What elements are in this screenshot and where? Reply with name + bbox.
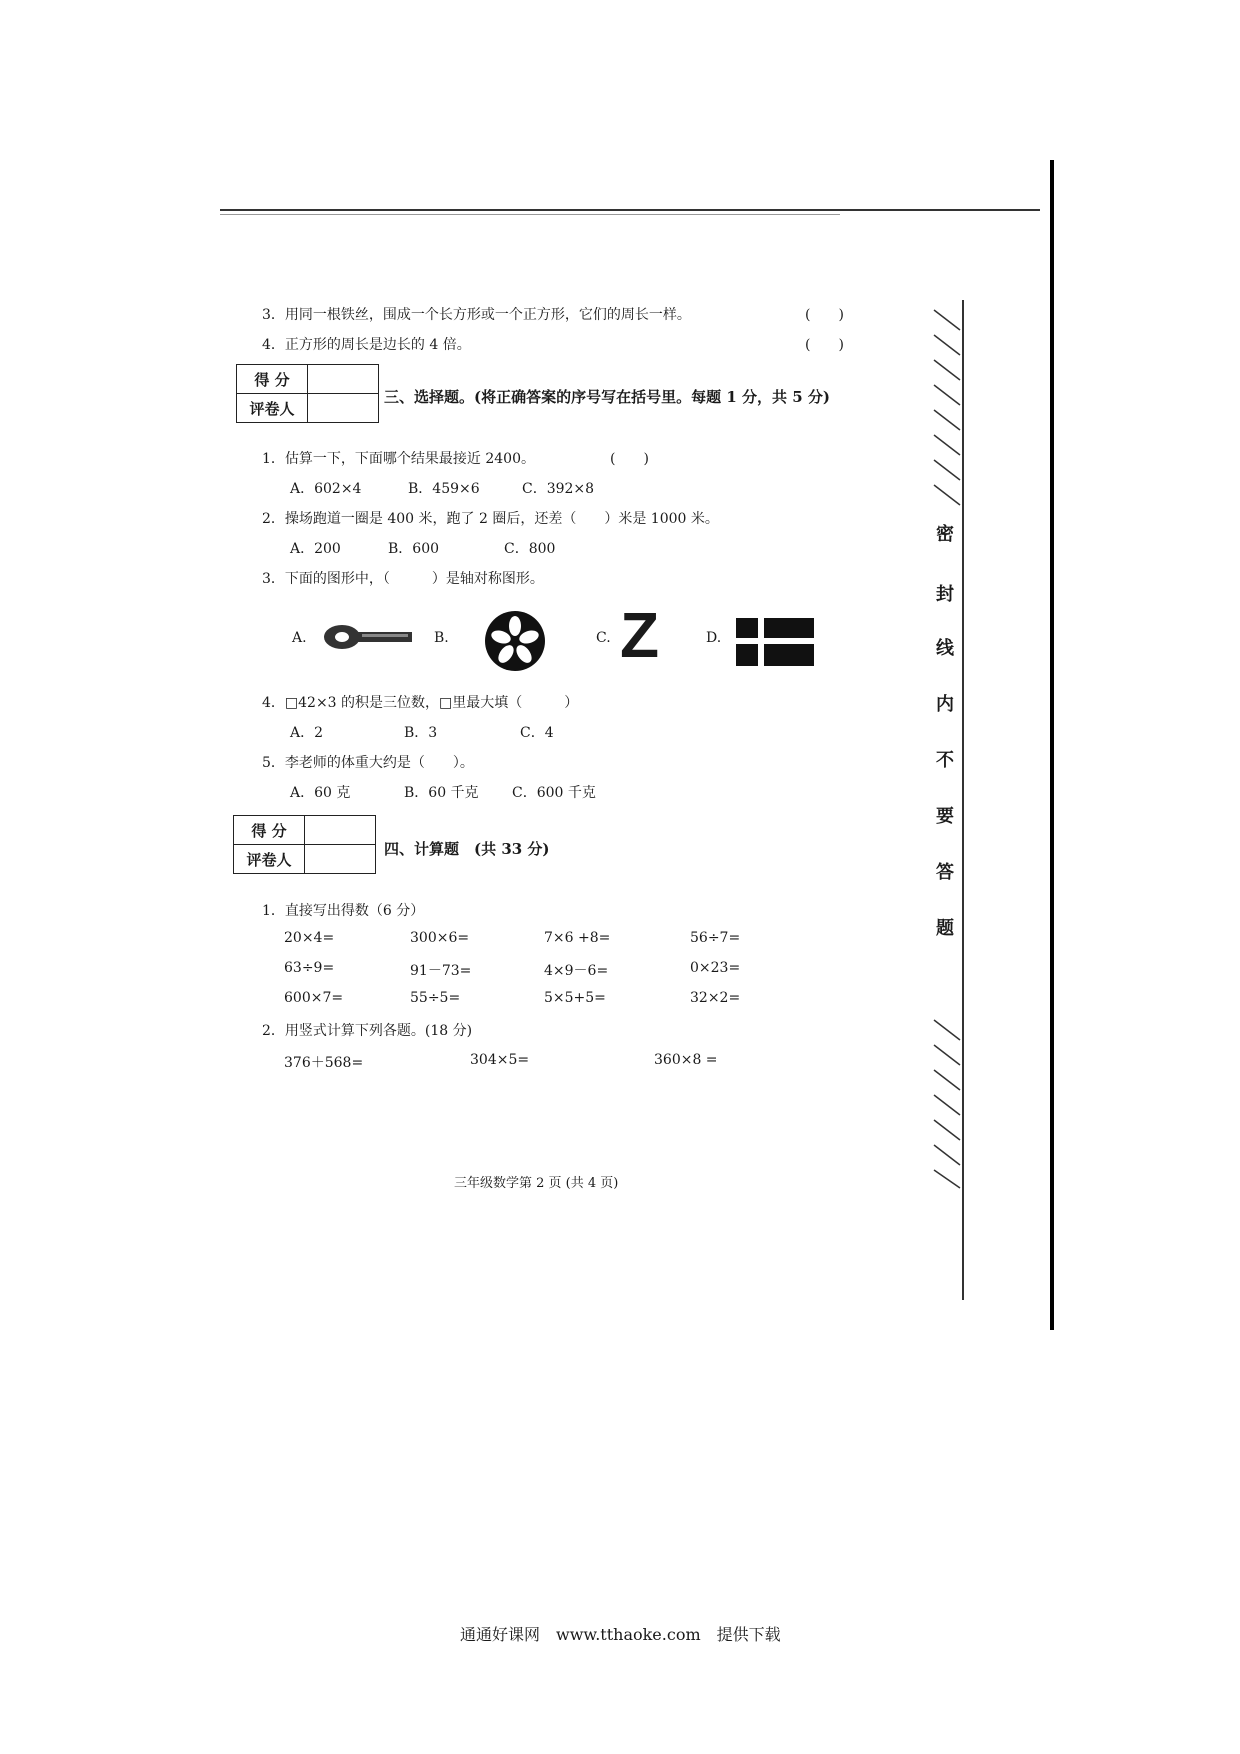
letter-z-figure: Z (620, 599, 660, 671)
choice-q5-option-c: C．600 千克 (512, 785, 596, 801)
nordic-cross-figure (736, 618, 814, 666)
choice-q4: 4．□42×3 的积是三位数，□里最大填（ ） (262, 695, 579, 711)
choice-q1-paren: ( ) (610, 451, 649, 467)
calc-r2-c3: 4×9－6= (544, 963, 609, 979)
calc-r2-c4: 0×23= (690, 960, 741, 976)
choice-q5-option-a: A．60 克 (290, 785, 351, 801)
seal-char-7: 答 (936, 862, 954, 883)
key-icon (322, 622, 414, 652)
choice-q3-option-b: B. (434, 630, 449, 646)
calc-r1-c3: 7×6 +8= (544, 930, 611, 946)
judgement-q4: 4．正方形的周长是边长的 4 倍。 (262, 337, 471, 353)
score-value-cell (308, 365, 379, 394)
choice-q1-option-c: C．392×8 (522, 481, 595, 497)
choice-q2: 2．操场跑道一圈是 400 米，跑了 2 圈后，还差（ ）米是 1000 米。 (262, 511, 719, 527)
bauhinia-flag-icon (484, 610, 546, 672)
judgement-q4-paren: ( ) (805, 337, 844, 353)
calc-r3-c4: 32×2= (690, 990, 741, 1006)
choice-q3-option-a: A. (292, 630, 307, 646)
score-label: 得 分 (237, 365, 308, 394)
choice-q2-option-b: B．600 (388, 541, 440, 557)
choice-q2-option-a: A．200 (290, 541, 341, 557)
seal-char-8: 题 (936, 918, 954, 939)
score-label: 得 分 (234, 816, 305, 845)
choice-q1-option-b: B．459×6 (408, 481, 480, 497)
grader-value-cell (308, 394, 379, 423)
judgement-q3-paren: ( ) (805, 307, 844, 323)
vertical-calc-1: 376＋568= (284, 1055, 364, 1071)
seal-char-3: 线 (936, 638, 954, 659)
choice-q5: 5．李老师的体重大约是（ ）。 (262, 755, 474, 771)
choice-q5-option-b: B．60 千克 (404, 785, 479, 801)
seal-char-5: 不 (936, 750, 954, 771)
score-value-cell (305, 816, 376, 845)
grader-value-cell (305, 845, 376, 874)
vertical-calc-2: 304×5= (470, 1052, 530, 1068)
grader-label: 评卷人 (234, 845, 305, 874)
right-border (1050, 160, 1054, 1330)
section4-title: 四、计算题 (共 33 分) (384, 840, 550, 858)
choice-q4-option-c: C．4 (520, 725, 554, 741)
top-rule (220, 209, 1040, 211)
calc-r3-c2: 55÷5= (410, 990, 461, 1006)
seal-char-1: 密 (936, 524, 954, 545)
score-table-section4 (233, 815, 376, 874)
calc-r2-c1: 63÷9= (284, 960, 335, 976)
judgement-q3: 3．用同一根铁丝，围成一个长方形或一个正方形，它们的周长一样。 (262, 307, 691, 323)
calc-r3-c1: 600×7= (284, 990, 344, 1006)
choice-q4-option-a: A．2 (290, 725, 324, 741)
hatch-bottom-pattern (930, 1010, 964, 1190)
seal-char-2: 封 (936, 584, 954, 605)
calc-part1-title: 1．直接写出得数（6 分） (262, 903, 425, 919)
calc-r1-c1: 20×4= (284, 930, 335, 946)
choice-q1: 1．估算一下，下面哪个结果最接近 2400。 (262, 451, 535, 467)
score-table-section3 (236, 364, 379, 423)
grader-label: 评卷人 (237, 394, 308, 423)
section3-title: 三、选择题。(将正确答案的序号写在括号里。每题 1 分，共 5 分) (384, 388, 830, 406)
calc-r2-c2: 91－73= (410, 963, 472, 979)
calc-r1-c2: 300×6= (410, 930, 470, 946)
hatch-top-pattern (930, 300, 964, 510)
choice-q2-option-c: C．800 (504, 541, 556, 557)
choice-q3-option-d: D. (706, 630, 722, 646)
choice-q1-option-a: A．602×4 (290, 481, 362, 497)
seal-char-6: 要 (936, 806, 954, 827)
calc-r1-c4: 56÷7= (690, 930, 741, 946)
site-footer: 通通好课网 www.tthaoke.com 提供下载 (460, 1625, 781, 1644)
choice-q3-option-c: C. (596, 630, 611, 646)
vertical-calc-3: 360×8 = (654, 1052, 718, 1068)
seal-char-4: 内 (936, 694, 954, 715)
top-rule-thin (220, 214, 840, 215)
choice-q3: 3．下面的图形中，（ ）是轴对称图形。 (262, 571, 544, 587)
choice-q4-option-b: B．3 (404, 725, 438, 741)
calc-part2-title: 2．用竖式计算下列各题。(18 分) (262, 1023, 473, 1039)
page-number: 三年级数学第 2 页 (共 4 页) (454, 1176, 619, 1191)
calc-r3-c3: 5×5+5= (544, 990, 606, 1006)
